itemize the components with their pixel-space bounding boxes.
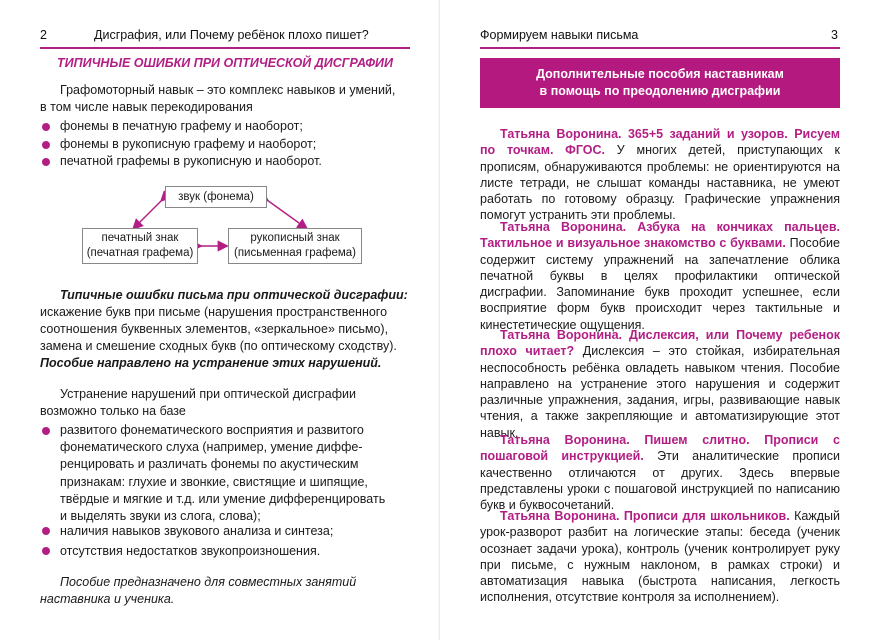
book-entry-title: Татьяна Воронина. Пишем слитно. Прописи с пошаговой инструкцией. xyxy=(480,433,840,464)
arrow-sound-to-script xyxy=(267,200,306,228)
fix-bullet-list xyxy=(40,521,410,561)
book-entry-title: Татьяна Воронина. 365+5 заданий и узоров. Рисуем по точкам. ФГОС. xyxy=(480,127,840,158)
book-entry-title: Татьяна Воронина. Дислексия, или Почему ребенок плохо читает? xyxy=(480,328,840,359)
fix-line-1: Устранение нарушений при оптической дисграфии xyxy=(60,387,356,401)
intro-line-2: в том числе навык перекодирования xyxy=(40,100,253,114)
errors-line-3: соотношения буквенных элементов, «зеркальное» письмо), xyxy=(40,322,389,336)
arrow-sound-to-print xyxy=(134,200,162,228)
book-entry-1 xyxy=(480,126,840,224)
errors-heading: Типичные ошибки письма при оптической дисграфии: xyxy=(60,288,408,302)
book-entry-text: Пособие содержит систему упражнений на запечатление облика печатной буквы в целях профилактики оптической дисграфии. Запоминание букв проходит успешнее, если восприятие форм букв происходит через тактильные и кинестетические ощущения. xyxy=(480,236,840,332)
book-entry-2 xyxy=(480,219,840,333)
book-entry-text: Эти аналитические прописи качественно отличаются от других. Здесь впервые представлены уроки с пошаговой инструкцией по написанию букв и буквосочетаний. xyxy=(480,449,840,513)
right-page-number: 3 xyxy=(831,28,838,42)
book-entry-title: Татьяна Воронина. Прописи для школьников. xyxy=(500,509,790,523)
list-item: фонемы в рукописную графему и наоборот; xyxy=(40,136,410,154)
fix-line-2: возможно только на базе xyxy=(40,404,186,418)
book-entry-text: Дислексия – это стойкая, избирательная неспособность ребёнка овладеть навыком чтения. Пособие направлено на устранение этого нарушения и содержит различные упражнения, задания, игры, развивающие навык чтения, а также закрепляющие и автоматизирующие этот навык. xyxy=(480,344,840,440)
closing-line-2: наставника и ученика. xyxy=(40,592,175,606)
diagram-box-printed: печатный знак (печатная графема) xyxy=(82,228,198,264)
errors-line-2: искажение букв при письме (нарушения пространственного xyxy=(40,305,388,319)
right-header-rule xyxy=(480,47,840,49)
left-running-head: Дисграфия, или Почему ребёнок плохо пишет? xyxy=(94,28,369,42)
list-item: наличия навыков звукового анализа и синтеза; xyxy=(40,521,410,541)
bullet-dot-icon xyxy=(42,547,50,555)
bullet-dot-icon xyxy=(42,527,50,535)
book-entry-title: Татьяна Воронина. Азбука на кончиках пальцев. Тактильное и визуальное знакомство с буквами. xyxy=(480,220,840,251)
diagram-box-handwritten: рукописный знак (письменная графема) xyxy=(228,228,362,264)
errors-note: Пособие направлено на устранение этих нарушений. xyxy=(40,356,382,370)
list-item: печатной графемы в рукописную и наоборот. xyxy=(40,153,410,171)
supplementary-banner: Дополнительные пособия наставникам в помощь по преодолению дисграфии xyxy=(480,58,840,108)
diagram-arrows xyxy=(0,0,440,300)
intro-line-1: Графомоторный навык – это комплекс навыков и умений, xyxy=(60,83,396,97)
book-entry-3 xyxy=(480,327,840,441)
errors-line-4: замена и смешение сходных букв (по оптическому сходству). xyxy=(40,339,397,353)
book-entry-5 xyxy=(480,508,840,606)
diagram-box-sound: звук (фонема) xyxy=(165,186,267,208)
list-item: отсутствия недостатков звукопроизношения. xyxy=(40,541,410,561)
closing-line-1: Пособие предназначено для совместных занятий xyxy=(60,575,357,589)
left-page-number: 2 xyxy=(40,28,47,42)
right-running-head: Формируем навыки письма xyxy=(480,28,639,42)
left-page-title: ТИПИЧНЫЕ ОШИБКИ ПРИ ОПТИЧЕСКОЙ ДИСГРАФИИ xyxy=(56,56,394,70)
book-entry-4 xyxy=(480,432,840,513)
book-entry-text: Каждый урок-разворот разбит на логические этапы: беседа (ученик осознает задачи урока), контроль (ученик контролирует руку при письме, с нужным наклоном, в рамках строки) и автоматизация навыка (быстрота написания, легкость исполнения, отсутствие контроля за исполнением). xyxy=(480,509,840,605)
book-entry-text: У многих детей, приступающих к прописям, обнаруживаются проблемы: не ориентируются на листе тетради, не слышат команды наставника, не умеют работать по готовому образцу. Графические упражнения помогут устранить эти проблемы. xyxy=(480,143,840,223)
bullet-dot-icon xyxy=(42,427,50,435)
list-item: фонемы в печатную графему и наоборот; xyxy=(40,118,410,136)
